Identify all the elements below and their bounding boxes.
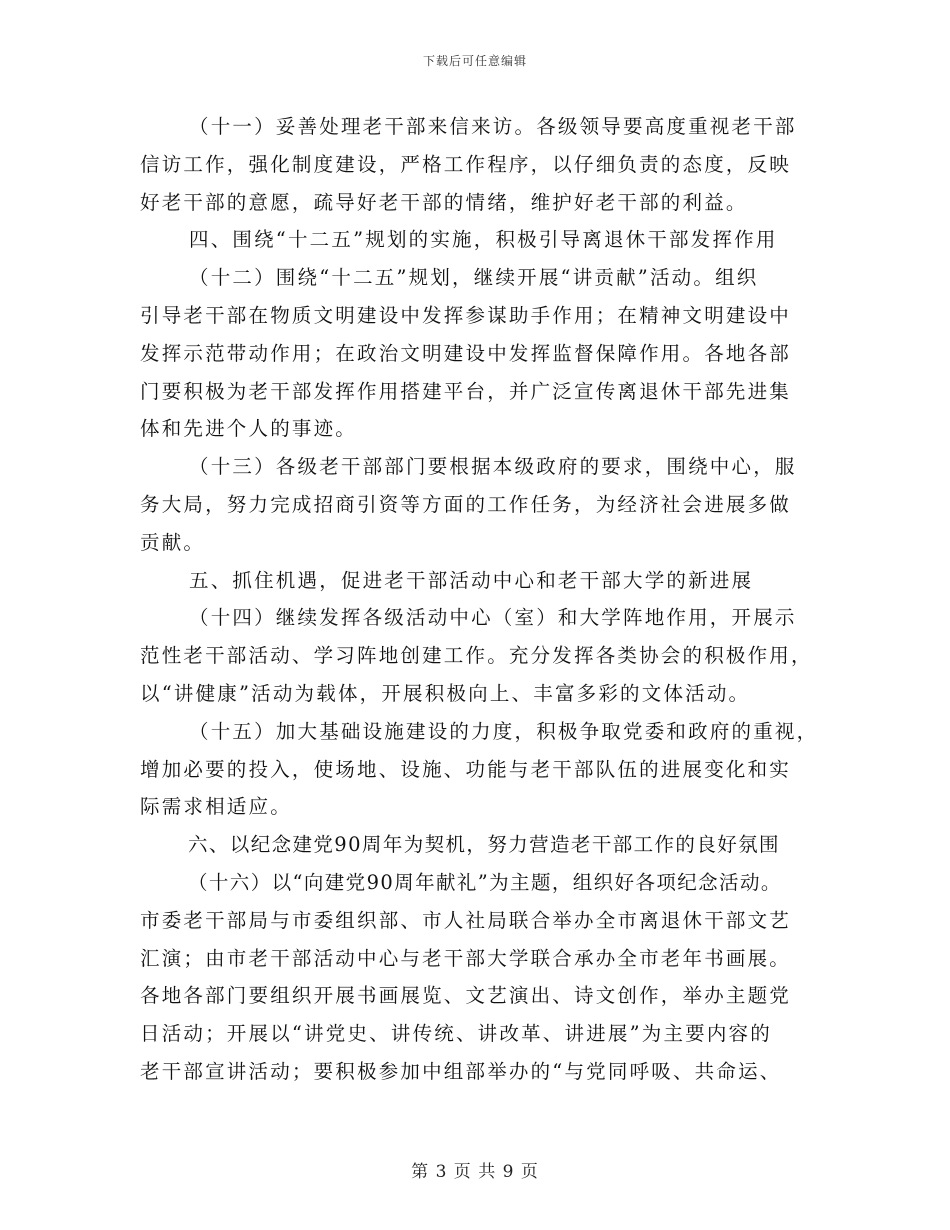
paragraph-line: 以“讲健康”活动为载体，开展积极向上、丰富多彩的文体活动。	[140, 681, 751, 705]
paragraph-line: （十五）加大基础设施建设的力度，积极争取党委和政府的重视，	[189, 719, 819, 743]
paragraph-line: （十六）以“向建党90周年献礼”为主题，组织好各项纪念活动。	[188, 870, 782, 894]
section-heading: 四、围绕“十二五”规划的实施，积极引导离退休干部发挥作用	[189, 228, 778, 252]
page-number: 第 3 页 共 9 页	[411, 1162, 539, 1182]
paragraph-line: （十三）各级老干部部门要根据本级政府的要求，围绕中心，服	[189, 455, 797, 479]
paragraph-line: 引导老干部在物质文明建设中发挥参谋助手作用；在精神文明建设中	[140, 303, 792, 327]
document-body	[140, 108, 830, 1091]
paragraph-line: 际需求相适应。	[140, 795, 292, 819]
section-heading: 五、抓住机遇，促进老干部活动中心和老干部大学的新进展	[189, 568, 754, 592]
paragraph-line: 务大局，努力完成招商引资等方面的工作任务，为经济社会进展多做	[140, 492, 792, 516]
paragraph-line: 市委老干部局与市委组织部、市人社局联合举办全市离退休干部文艺	[140, 908, 792, 932]
paragraph-line: 发挥示范带动作用；在政治文明建设中发挥监督保障作用。各地各部	[140, 341, 792, 365]
paragraph-line: 体和先进个人的事迹。	[140, 417, 358, 441]
paragraph-line: 门要积极为老干部发挥作用搭建平台，并广泛宣传离退休干部先进集	[140, 379, 792, 403]
paragraph-line: 老干部宣讲活动；要积极参加中组部举办的“与党同呼吸、共命运、	[140, 1059, 782, 1083]
paragraph-line: （十二）围绕“十二五”规划，继续开展“讲贡献”活动。组织	[189, 266, 759, 290]
paragraph-line: 信访工作，强化制度建设，严格工作程序，以仔细负责的态度，反映	[140, 152, 792, 176]
paragraph-line: 好老干部的意愿，疏导好老干部的情绪，维护好老干部的利益。	[140, 190, 748, 214]
paragraph-line: （十四）继续发挥各级活动中心（室）和大学阵地作用，开展示	[189, 606, 797, 630]
paragraph-line: 日活动；开展以“讲党史、讲传统、讲改革、讲进展”为主要内容的	[140, 1022, 772, 1046]
paragraph-line: 范性老干部活动、学习阵地创建工作。充分发挥各类协会的积极作用，	[140, 644, 813, 668]
section-heading: 六、以纪念建党90周年为契机，努力营造老干部工作的良好氛围	[188, 833, 780, 857]
header-note: 下载后可任意编辑	[422, 54, 527, 68]
paragraph-line: 各地各部门要组织开展书画展览、文艺演出、诗文创作，举办主题党	[140, 984, 792, 1008]
paragraph-line: 增加必要的投入，使场地、设施、功能与老干部队伍的进展变化和实	[140, 757, 792, 781]
paragraph-line: （十一）妥善处理老干部来信来访。各级领导要高度重视老干部	[189, 115, 797, 138]
paragraph-line: 贡献。	[140, 530, 206, 554]
paragraph-line: 汇演；由市老干部活动中心与老干部大学联合承办全市老年书画展。	[140, 946, 792, 970]
